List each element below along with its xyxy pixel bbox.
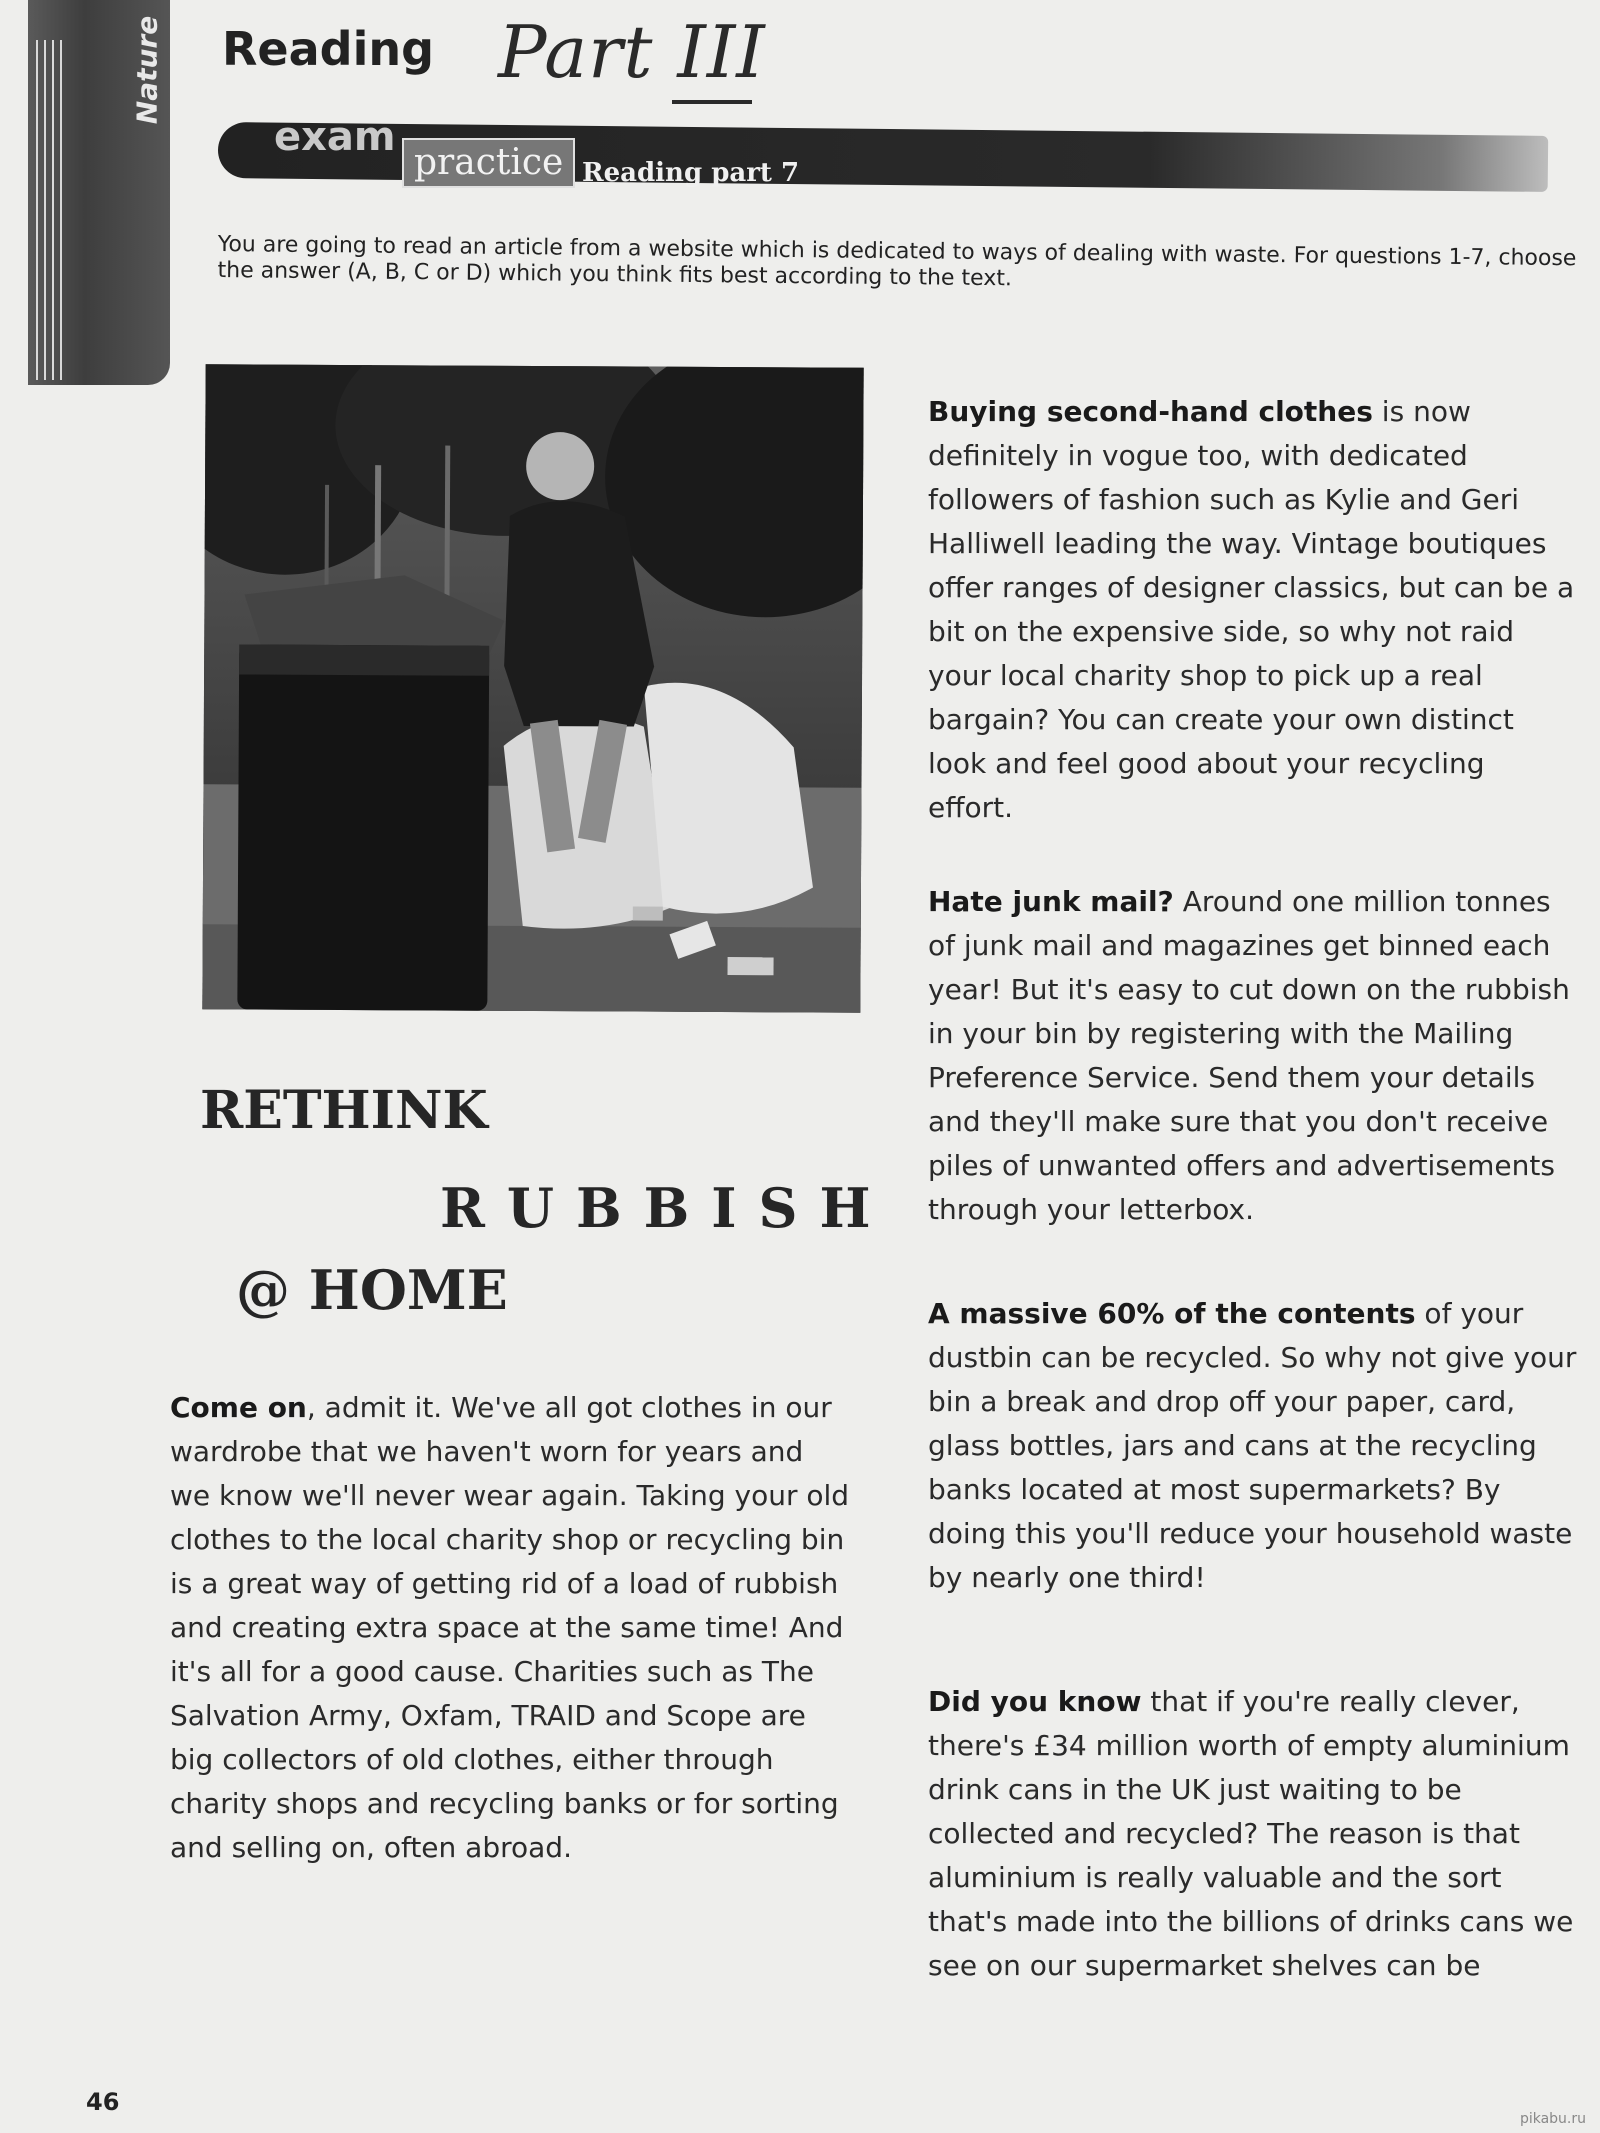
paragraph-clothes bbox=[170, 1386, 850, 1870]
paragraph-clothes-lead: Come on bbox=[170, 1391, 307, 1424]
photo-illustration bbox=[202, 364, 863, 1012]
paragraph-recycled-text: of your dustbin can be recycled. So why not give your bin a break and drop off your paper, card, glass bottles, jars and cans at the recycling banks located at most supermarkets? By doing this you'll reduce your household waste by nearly one third! bbox=[928, 1297, 1577, 1594]
page-number: 46 bbox=[86, 2088, 120, 2116]
paragraph-aluminium-text: that if you're really clever, there's £34 million worth of empty aluminium drink cans in the UK just waiting to be collected and recycled? The reason is that aluminium is really valuable and the sort that's made into the billions of drinks cans we see on our supermarket shelves can be bbox=[928, 1685, 1574, 1982]
headline-rethink: RETHINK bbox=[200, 1080, 488, 1141]
paragraph-aluminium-lead: Did you know bbox=[928, 1685, 1142, 1718]
paragraph-clothes-text: , admit it. We've all got clothes in our wardrobe that we haven't worn for years and we know we'll never wear again. Taking your old clothes to the local charity shop or recycling bin is a great way of getting rid of a load of rubbish and creating extra space at the same time! And it's all for a good cause. Charities such as The Salvation Army, Oxfam, TRAID and Scope are big collectors of old clothes, either through charity shops and recycling banks or for sorting and selling on, often abroad. bbox=[170, 1391, 850, 1864]
banner-practice-label: practice bbox=[402, 138, 575, 188]
paragraph-second-hand-lead: Buying second-hand clothes bbox=[928, 395, 1373, 428]
side-tab-label: Nature bbox=[130, 15, 164, 125]
headline-rubbish: RUBBISH bbox=[440, 1176, 893, 1240]
headline-home: @ HOME bbox=[236, 1258, 508, 1322]
paragraph-second-hand-text: is now definitely in vogue too, with dedicated followers of fashion such as Kylie and Geri Halliwell leading the way. Vintage boutiques offer ranges of designer classics, but can be a bit on the expensive side, so why not raid your local charity shop to pick up a real bargain? You can create your own distinct look and feel good about your recycling effort. bbox=[928, 395, 1575, 824]
paragraph-aluminium bbox=[928, 1680, 1578, 1988]
paragraph-recycled bbox=[928, 1292, 1578, 1600]
paragraph-junk-mail-lead: Hate junk mail? bbox=[928, 885, 1174, 918]
side-tab-lines bbox=[36, 40, 66, 380]
paragraph-junk-mail bbox=[928, 880, 1578, 1232]
paragraph-junk-mail-text: Around one million tonnes of junk mail and magazines get binned each year! But it's easy to cut down on the rubbish in your bin by registering with the Mailing Preference Service. Send them your details and they'll make sure that you don't receive piles of unwanted offers and advertisements through your letterbox. bbox=[928, 885, 1570, 1226]
handwritten-underline bbox=[672, 100, 752, 104]
instructions: You are going to read an article from a website which is dedicated to ways of dealing with waste. For questions 1-7, choose the answer (A, B, C or D) which you think fits best according to the text. bbox=[217, 232, 1577, 292]
article-photo bbox=[202, 364, 863, 1012]
banner-part-label: Reading part 7 bbox=[582, 158, 800, 188]
watermark: pikabu.ru bbox=[1519, 2111, 1586, 2127]
banner-exam-label: exam bbox=[274, 114, 396, 160]
handwritten-note: Part III bbox=[498, 10, 766, 94]
paragraph-second-hand bbox=[928, 390, 1578, 830]
section-title: Reading bbox=[222, 22, 435, 76]
paragraph-recycled-lead: A massive 60% of the contents bbox=[928, 1297, 1416, 1330]
